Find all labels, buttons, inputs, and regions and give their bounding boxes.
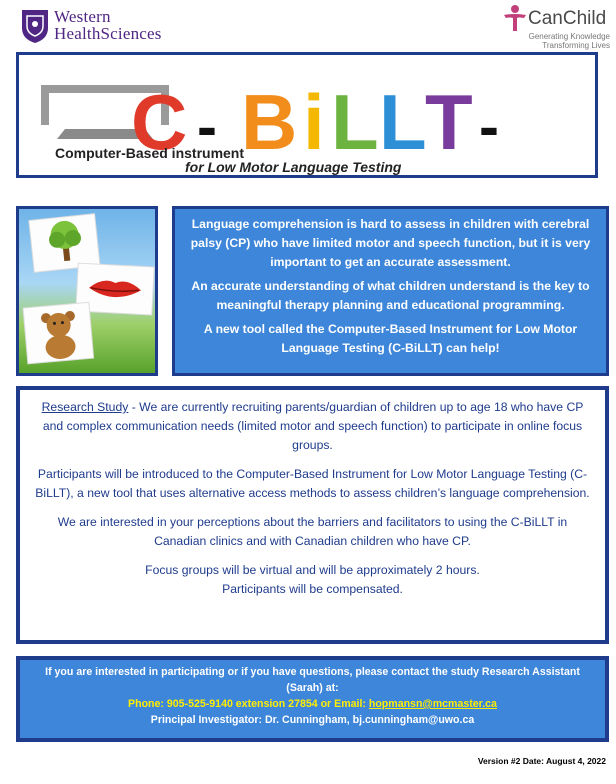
logo-letter-c: C [131,78,188,166]
illustration-cards-photo [16,206,158,376]
western-name-line2: HealthSciences [54,24,162,43]
intro-paragraph-3: A new tool called the Computer-Based Instrument for Low Motor Language Testing (C-BiLLT) can help! [203,322,578,355]
cbillt-logo [19,55,595,175]
cards-illustration [19,209,155,373]
research-compensation-text: Participants will be compensated. [222,582,403,596]
western-shield-icon [20,8,50,44]
western-name-line1: Western [54,7,111,26]
canchild-name: CanChild [528,8,607,29]
logo-dash-1: - [197,93,217,160]
logo-dash-2: - [479,93,499,160]
cbillt-banner [16,52,598,178]
canchild-tagline-1: Generating Knowledge [528,32,610,41]
contact-info-box [16,656,609,742]
contact-phone-text: Phone: 905-525-9140 extension 27854 or Email: [128,698,369,710]
research-paragraph-2: Participants will be introduced to the Computer-Based Instrument for Low Motor Language Testing (C-BiLLT), a new tool that uses alternative access methods to assess children’s language comprehension. [35,467,590,500]
research-paragraph-1 [34,398,591,455]
teddy-bear-card-icon [23,302,94,364]
research-paragraph-1-text: - We are currently recruiting parents/guardian of children up to age 18 who have CP and complex communication needs (limited motor and speech function) to participate in online focus groups. [42,400,584,452]
banner-subtitle-line2: for Low Motor Language Testing [185,159,402,175]
research-study-box [16,386,609,644]
research-study-label: Research Study [41,400,129,414]
research-paragraph-4 [34,561,591,599]
intro-info-box [172,206,609,376]
logo-letter-l1: L [331,78,379,166]
canchild-logo [498,2,610,50]
logo-letter-i: i [303,78,325,166]
research-paragraph-3: We are interested in your perceptions about the barriers and facilitators to using the C-BiLLT in Canadian clinics and with Canadian children who have CP. [57,515,568,548]
banner-subtitle-line1: Computer-Based instrument [55,145,245,161]
logo-letter-b: B [241,78,298,166]
research-duration-text: Focus groups will be virtual and will be approximately 2 hours. [145,563,480,577]
contact-intro-text: If you are interested in participating or if you have questions, please contact the study Research Assistant (Sarah) at: [45,666,580,694]
western-health-sciences-logo [20,6,190,48]
intro-paragraph-2: An accurate understanding of what children understand is the key to meaningful therapy planning and educational programming. [191,279,590,312]
contact-email-link[interactable]: hopmansn@mcmaster.ca [368,698,497,710]
version-date-footer: Version #2 Date: August 4, 2022 [477,756,606,766]
contact-phone-email [30,696,595,712]
canchild-tagline-2: Transforming Lives [542,41,610,50]
logo-letter-t: T [425,78,473,166]
intro-paragraph-1: Language comprehension is hard to assess in children with cerebral palsy (CP) who have limited motor and speech function, but it is very important to get an accurate assessment. [190,217,591,269]
canchild-figure-icon [502,4,528,32]
principal-investigator-text: Principal Investigator: Dr. Cunningham, bj.cunningham@uwo.ca [150,714,475,726]
logo-letter-l2: L [379,78,427,166]
